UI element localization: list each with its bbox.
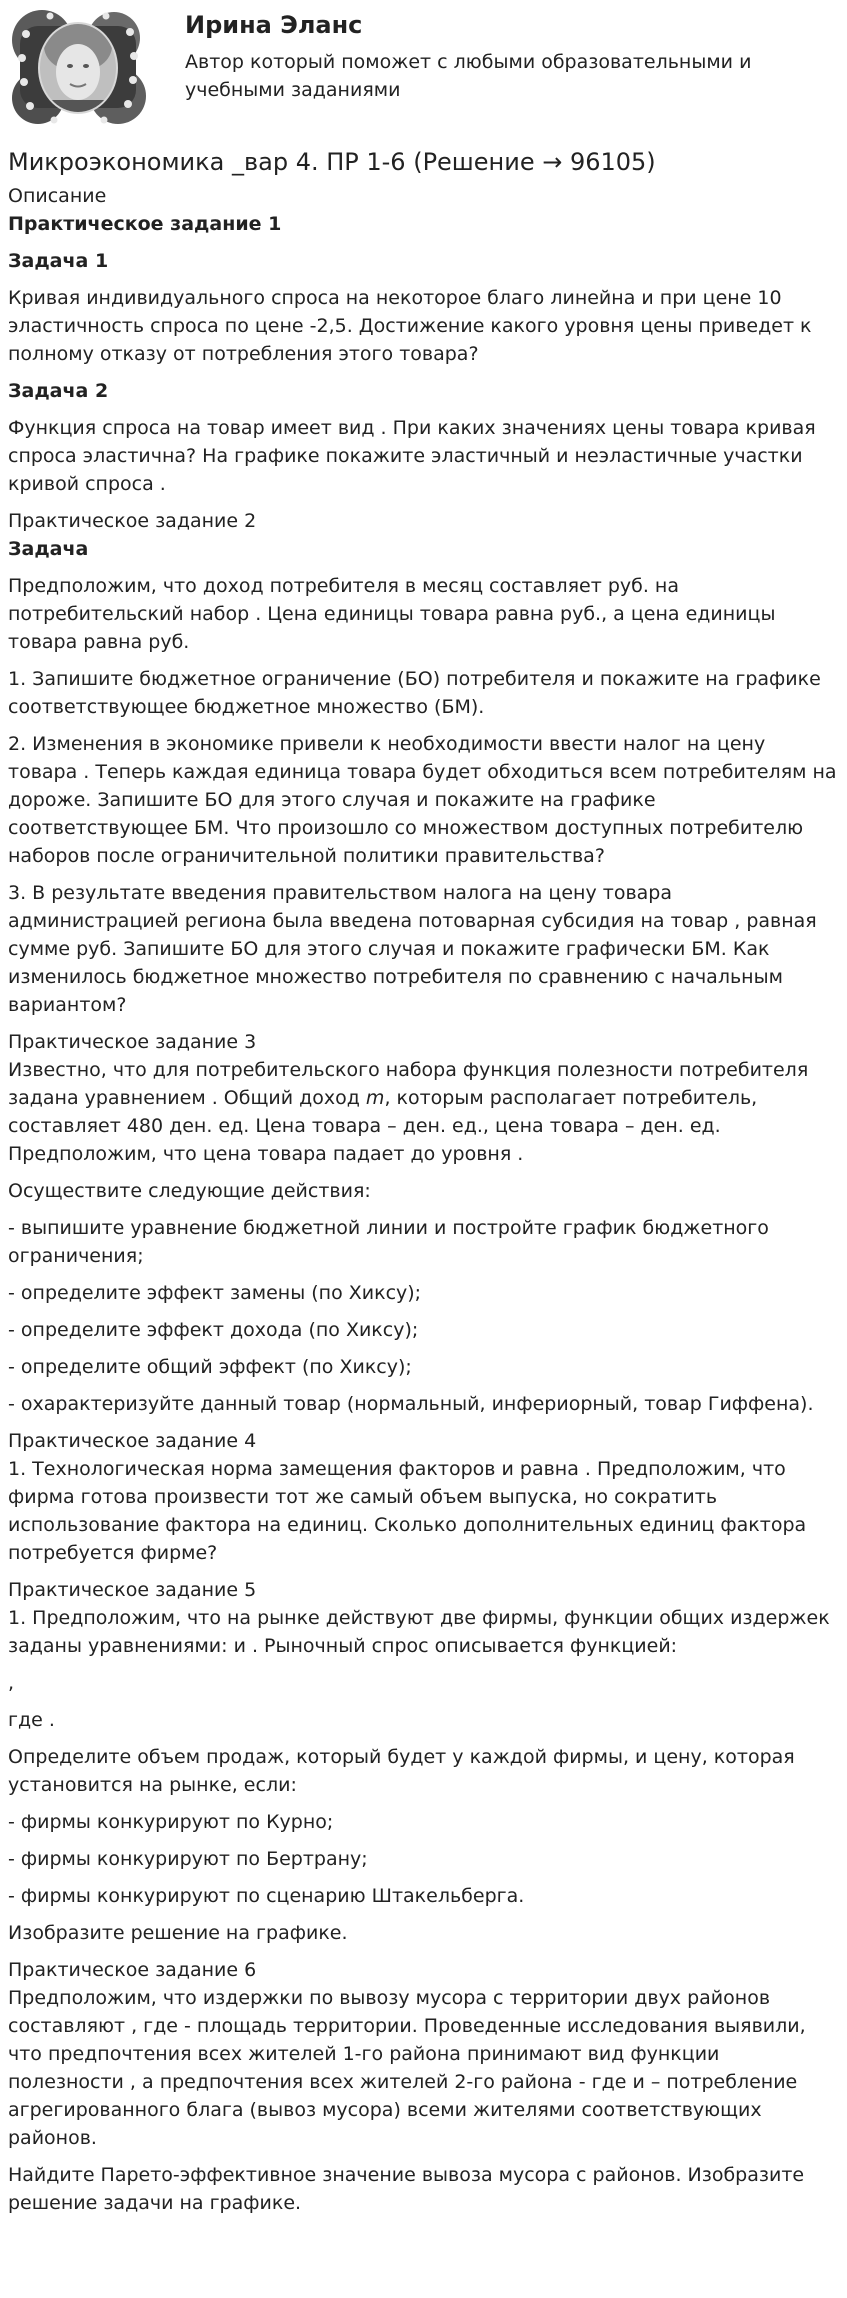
section-title-3: Практическое задание 3 — [8, 1031, 257, 1053]
task-text-3-1a: Известно, что для потребительского набора функция полезности потребителя задана уравнением . Общий доход — [8, 1059, 809, 1109]
section-title-4: Практическое задание 4 — [8, 1430, 257, 1452]
task-text-4-1: 1. Технологическая норма замещения факторов и равна . Предположим, что фирма готова произвести тот же самый объем выпуска, но сократить использование фактора на единиц. Сколько дополнительных единиц фактора потребуется фирме? — [8, 1458, 807, 1564]
author-header — [0, 0, 847, 140]
task-text-5-6: - фирмы конкурируют по Бертрану; — [8, 1848, 368, 1870]
task-text-3-1b: , которым располагает потребитель, составляет 480 ден. ед. Цена товара – ден. ед., цена товара – ден. ед. Предположим, что цена товара падает до уровня . — [8, 1087, 758, 1165]
author-photo-film-frame-icon — [6, 6, 150, 128]
task-text-1-2: Функция спроса на товар имеет вид . При каких значениях цены товара кривая спроса эластична? На графике покажите эластичный и неэластичные участки кривой спроса . — [8, 417, 816, 495]
task-text-5-5: - фирмы конкурируют по Курно; — [8, 1811, 334, 1833]
section-title-5: Практическое задание 5 — [8, 1579, 257, 1601]
task-title-1-1: Задача 1 — [8, 250, 109, 272]
task-text-2-1: Предположим, что доход потребителя в месяц составляет руб. на потребительский набор . Цена единицы товара равна руб., а цена единицы товара равна руб. — [8, 575, 776, 653]
task-title-1-2: Задача 2 — [8, 380, 109, 402]
task-text-3-7: - охарактеризуйте данный товар (нормальный, инфериорный, товар Гиффена). — [8, 1393, 814, 1415]
task-text-3-1 — [8, 1056, 839, 1168]
section-title-2: Практическое задание 2 — [8, 510, 257, 532]
task-text-3-5: - определите эффект дохода (по Хиксу); — [8, 1319, 419, 1341]
task-text-3-4: - определите эффект замены (по Хиксу); — [8, 1282, 422, 1304]
task-text-5-2: , — [8, 1672, 15, 1694]
task-text-5-7: - фирмы конкурируют по сценарию Штакельберга. — [8, 1885, 525, 1907]
task-text-5-3: где . — [8, 1709, 55, 1731]
avatar — [6, 6, 150, 128]
task-text-1-1: Кривая индивидуального спроса на некоторое благо линейна и при цене 10 эластичность спроса по цене -2,5. Достижение какого уровня цены приведет к полному отказу от потребления этого товара? — [8, 287, 812, 365]
task-text-5-4: Определите объем продаж, который будет у каждой фирмы, и цену, которая установится на рынке, если: — [8, 1746, 795, 1796]
task-text-3-2: Осуществите следующие действия: — [8, 1180, 371, 1202]
task-text-5-1: 1. Предположим, что на рынке действуют две фирмы, функции общих издержек заданы уравнениями: и . Рыночный спрос описывается функцией: — [8, 1607, 830, 1657]
task-text-2-4: 3. В результате введения правительством налога на цену товара администрацией региона была введена потоварная субсидия на товар , равная сумме руб. Запишите БО для этого случая и покажите графически БМ. Как изменилось бюджетное множество потребителя по сравнению с начальным вариантом? — [8, 882, 817, 1016]
section-title-1: Практическое задание 1 — [8, 213, 282, 235]
task-text-6-2: Найдите Парето-эффективное значение вывоза мусора с районов. Изобразите решение задачи на графике. — [8, 2164, 805, 2214]
section-title-6: Практическое задание 6 — [8, 1959, 257, 1981]
author-description: Автор который поможет с любыми образовательными и учебными заданиями — [185, 51, 752, 101]
description-label: Описание — [8, 185, 107, 207]
author-name: Ирина Эланс — [185, 11, 363, 39]
task-title-2: Задача — [8, 538, 89, 560]
main-content — [0, 147, 847, 2217]
income-variable: m — [365, 1087, 385, 1109]
task-text-2-2: 1. Запишите бюджетное ограничение (БО) потребителя и покажите на графике соответствующее бюджетное множество (БМ). — [8, 668, 821, 718]
task-text-3-6: - определите общий эффект (по Хиксу); — [8, 1356, 412, 1378]
task-text-5-8: Изобразите решение на графике. — [8, 1922, 348, 1944]
page-title: Микроэкономика _вар 4. ПР 1-6 (Решение → 96105) — [8, 148, 656, 176]
task-text-2-3: 2. Изменения в экономике привели к необходимости ввести налог на цену товара . Теперь каждая единица товара будет обходиться всем потребителям на дороже. Запишите БО для этого случая и покажите на графике соответствующее БМ. Что произошло со множеством доступных потребителю наборов после ограничительной политики правительства? — [8, 733, 837, 867]
task-text-6-1: Предположим, что издержки по вывозу мусора с территории двух районов составляют , где - площадь территории. Проведенные исследования выявили, что предпочтения всех жителей 1-го района принимают вид функции полезности , а предпочтения всех жителей 2-го района - где и – потребление агрегированного блага (вывоз мусора) всеми жителями соответствующих районов. — [8, 1987, 806, 2149]
task-text-3-3: - выпишите уравнение бюджетной линии и постройте график бюджетного ограничения; — [8, 1217, 769, 1267]
